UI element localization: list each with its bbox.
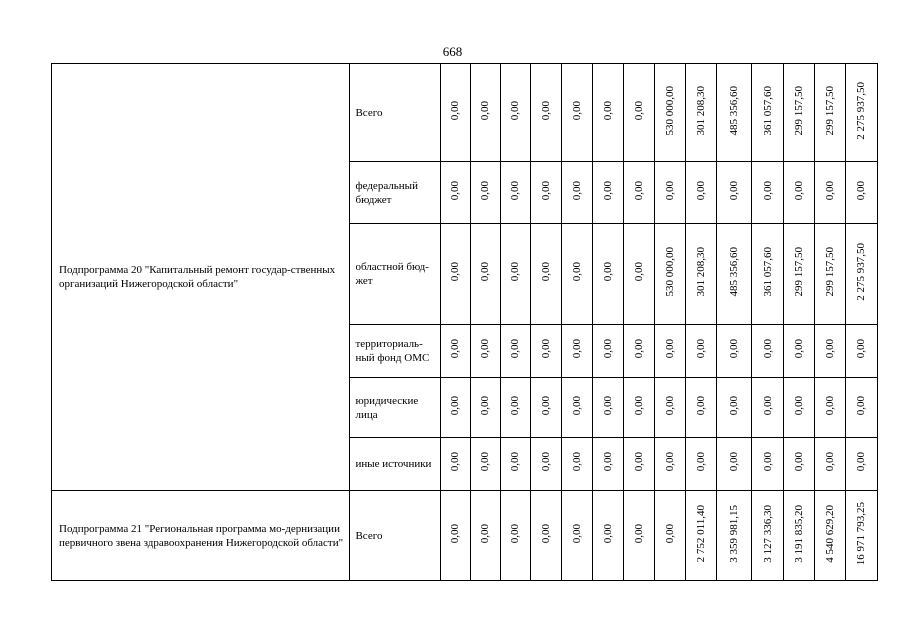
- value-text: 0,00: [570, 100, 583, 121]
- value-cell: [500, 491, 530, 581]
- value-cell: [845, 325, 877, 378]
- value-text: 299 157,50: [823, 85, 836, 136]
- value-text: 0,00: [539, 523, 552, 544]
- value-cell: [752, 64, 783, 162]
- value-cell: [470, 64, 500, 162]
- value-text: 0,00: [855, 395, 868, 416]
- value-text: 361 057,60: [761, 247, 774, 297]
- table-row: [52, 491, 878, 581]
- value-cell: [845, 64, 877, 162]
- value-text: 299 157,50: [792, 247, 805, 297]
- value-text: 0,00: [601, 180, 614, 201]
- value-cell: [814, 491, 845, 581]
- value-cell: [686, 438, 717, 491]
- value-cell: [440, 224, 470, 325]
- value-text: 2 275 937,50: [855, 243, 868, 301]
- value-cell: [500, 325, 530, 378]
- value-cell: [686, 491, 717, 581]
- value-cell: [470, 491, 500, 581]
- value-text: 0,00: [695, 339, 708, 359]
- value-cell: [783, 224, 814, 325]
- value-text: 0,00: [792, 395, 805, 416]
- value-cell: [470, 378, 500, 438]
- value-text: 0,00: [761, 339, 774, 359]
- value-text: 0,00: [509, 395, 522, 416]
- value-cell: [561, 325, 592, 378]
- value-text: 485 356,60: [728, 247, 741, 297]
- value-cell: [783, 378, 814, 438]
- value-text: 0,00: [479, 100, 492, 121]
- table-body: [52, 64, 878, 581]
- value-cell: [686, 162, 717, 224]
- value-cell: [655, 64, 686, 162]
- value-cell: [624, 438, 655, 491]
- value-text: 0,00: [855, 452, 868, 472]
- value-text: 0,00: [855, 339, 868, 359]
- value-text: 0,00: [633, 523, 646, 544]
- value-cell: [561, 162, 592, 224]
- value-text: 0,00: [633, 452, 646, 472]
- value-text: 0,00: [570, 339, 583, 359]
- value-cell: [624, 378, 655, 438]
- value-text: 2 275 937,50: [855, 81, 868, 140]
- value-text: 0,00: [539, 180, 552, 201]
- value-cell: [752, 378, 783, 438]
- value-cell: [845, 162, 877, 224]
- value-text: 0,00: [601, 100, 614, 121]
- value-text: 3 359 981,15: [728, 504, 741, 563]
- value-text: 0,00: [539, 452, 552, 472]
- value-text: 0,00: [601, 395, 614, 416]
- value-text: 0,00: [479, 523, 492, 544]
- value-cell: [717, 378, 752, 438]
- value-cell: [561, 438, 592, 491]
- value-text: 0,00: [823, 395, 836, 416]
- value-text: 0,00: [664, 452, 677, 472]
- funding-source: федеральный бюджет: [350, 162, 440, 224]
- subprogram-name: Подпрограмма 21 "Региональная программа мо-дернизации первичного звена здравоохранения Нижегородской области": [52, 491, 350, 581]
- value-cell: [752, 325, 783, 378]
- value-cell: [440, 64, 470, 162]
- value-cell: [592, 438, 623, 491]
- value-cell: [845, 224, 877, 325]
- value-text: 0,00: [449, 262, 462, 282]
- value-cell: [814, 325, 845, 378]
- value-cell: [500, 438, 530, 491]
- funding-source: иные источники: [350, 438, 440, 491]
- value-text: 0,00: [539, 262, 552, 282]
- value-cell: [530, 224, 561, 325]
- value-text: 0,00: [479, 180, 492, 201]
- value-cell: [500, 64, 530, 162]
- value-text: 0,00: [570, 180, 583, 201]
- value-cell: [655, 162, 686, 224]
- value-text: 0,00: [664, 523, 677, 544]
- value-text: 0,00: [633, 100, 646, 121]
- value-text: 0,00: [664, 395, 677, 416]
- value-cell: [752, 438, 783, 491]
- value-text: 0,00: [570, 452, 583, 472]
- value-text: 0,00: [449, 180, 462, 201]
- value-text: 3 191 835,20: [792, 504, 805, 563]
- value-cell: [655, 378, 686, 438]
- value-text: 0,00: [449, 395, 462, 416]
- value-cell: [561, 64, 592, 162]
- value-cell: [752, 224, 783, 325]
- value-text: 0,00: [509, 339, 522, 359]
- value-text: 0,00: [539, 395, 552, 416]
- value-text: 0,00: [728, 395, 741, 416]
- subprogram-name: Подпрограмма 20 "Капитальный ремонт государ-ственных организаций Нижегородской области": [52, 64, 350, 491]
- value-cell: [530, 438, 561, 491]
- value-cell: [686, 64, 717, 162]
- value-cell: [500, 162, 530, 224]
- value-cell: [500, 378, 530, 438]
- value-text: 301 208,30: [695, 247, 708, 297]
- value-text: 0,00: [539, 339, 552, 359]
- value-text: 3 127 336,30: [761, 504, 774, 563]
- value-cell: [686, 224, 717, 325]
- value-text: 0,00: [509, 262, 522, 282]
- value-cell: [783, 438, 814, 491]
- value-cell: [440, 378, 470, 438]
- funding-table: [51, 63, 878, 581]
- value-cell: [592, 162, 623, 224]
- value-text: 0,00: [539, 100, 552, 121]
- value-text: 0,00: [728, 339, 741, 359]
- value-cell: [783, 162, 814, 224]
- value-cell: [561, 491, 592, 581]
- value-cell: [814, 378, 845, 438]
- value-text: 0,00: [761, 395, 774, 416]
- value-text: 530 000,00: [664, 247, 677, 297]
- value-text: 0,00: [855, 180, 868, 201]
- value-text: 530 000,00: [664, 85, 677, 136]
- value-cell: [440, 491, 470, 581]
- value-cell: [717, 64, 752, 162]
- value-cell: [717, 162, 752, 224]
- value-cell: [655, 224, 686, 325]
- value-cell: [530, 325, 561, 378]
- value-text: 0,00: [728, 180, 741, 201]
- funding-source: областной бюд-жет: [350, 224, 440, 325]
- value-text: 0,00: [449, 339, 462, 359]
- value-cell: [592, 64, 623, 162]
- value-text: 0,00: [479, 339, 492, 359]
- value-cell: [592, 224, 623, 325]
- value-cell: [783, 325, 814, 378]
- value-text: 0,00: [664, 339, 677, 359]
- value-cell: [624, 325, 655, 378]
- value-cell: [845, 491, 877, 581]
- value-text: 0,00: [509, 452, 522, 472]
- value-text: 0,00: [761, 180, 774, 201]
- value-cell: [440, 438, 470, 491]
- value-text: 0,00: [823, 339, 836, 359]
- value-cell: [440, 162, 470, 224]
- value-cell: [717, 325, 752, 378]
- value-cell: [717, 438, 752, 491]
- value-text: 0,00: [695, 180, 708, 201]
- value-cell: [845, 378, 877, 438]
- value-cell: [530, 162, 561, 224]
- value-text: 0,00: [449, 452, 462, 472]
- value-cell: [624, 162, 655, 224]
- value-text: 0,00: [601, 339, 614, 359]
- value-text: 0,00: [728, 452, 741, 472]
- value-cell: [624, 224, 655, 325]
- value-cell: [845, 438, 877, 491]
- value-text: 0,00: [479, 452, 492, 472]
- value-cell: [717, 491, 752, 581]
- value-text: 0,00: [633, 180, 646, 201]
- funding-source: Всего: [350, 64, 440, 162]
- value-cell: [561, 378, 592, 438]
- value-text: 0,00: [509, 100, 522, 121]
- value-cell: [624, 64, 655, 162]
- value-cell: [783, 491, 814, 581]
- value-text: 299 157,50: [792, 85, 805, 136]
- value-cell: [686, 325, 717, 378]
- value-cell: [752, 162, 783, 224]
- page-number: 668: [442, 44, 463, 59]
- value-text: 361 057,60: [761, 85, 774, 136]
- value-cell: [500, 224, 530, 325]
- value-text: 0,00: [633, 395, 646, 416]
- value-cell: [655, 325, 686, 378]
- value-text: 0,00: [664, 180, 677, 201]
- value-cell: [470, 162, 500, 224]
- value-text: 0,00: [449, 523, 462, 544]
- value-text: 0,00: [792, 452, 805, 472]
- value-text: 0,00: [792, 339, 805, 359]
- value-text: 0,00: [509, 523, 522, 544]
- value-text: 0,00: [570, 262, 583, 282]
- value-cell: [530, 378, 561, 438]
- value-text: 0,00: [570, 523, 583, 544]
- value-cell: [717, 224, 752, 325]
- value-text: 16 971 793,25: [855, 501, 868, 566]
- value-cell: [561, 224, 592, 325]
- value-text: 0,00: [479, 395, 492, 416]
- value-text: 4 540 629,20: [823, 504, 836, 563]
- value-cell: [592, 325, 623, 378]
- value-text: 0,00: [479, 262, 492, 282]
- funding-source: юридические лица: [350, 378, 440, 438]
- value-cell: [814, 224, 845, 325]
- value-cell: [686, 378, 717, 438]
- value-cell: [783, 64, 814, 162]
- table-row: [52, 64, 878, 162]
- value-text: 0,00: [823, 180, 836, 201]
- value-cell: [592, 491, 623, 581]
- value-cell: [470, 325, 500, 378]
- value-cell: [440, 325, 470, 378]
- value-cell: [655, 438, 686, 491]
- value-cell: [814, 64, 845, 162]
- value-text: 0,00: [695, 395, 708, 416]
- value-text: 0,00: [449, 100, 462, 121]
- value-text: 0,00: [695, 452, 708, 472]
- value-text: 0,00: [570, 395, 583, 416]
- value-text: 299 157,50: [823, 247, 836, 297]
- value-cell: [814, 438, 845, 491]
- value-text: 0,00: [823, 452, 836, 472]
- value-cell: [530, 64, 561, 162]
- value-text: 0,00: [761, 452, 774, 472]
- value-text: 301 208,30: [695, 85, 708, 136]
- value-text: 0,00: [601, 523, 614, 544]
- value-text: 0,00: [509, 180, 522, 201]
- funding-source: Всего: [350, 491, 440, 581]
- value-cell: [530, 491, 561, 581]
- value-cell: [470, 438, 500, 491]
- value-cell: [624, 491, 655, 581]
- value-text: 0,00: [792, 180, 805, 201]
- funding-source: территориаль-ный фонд ОМС: [350, 325, 440, 378]
- value-text: 0,00: [601, 262, 614, 282]
- value-text: 0,00: [633, 262, 646, 282]
- value-cell: [752, 491, 783, 581]
- value-text: 2 752 011,40: [695, 504, 708, 563]
- value-cell: [592, 378, 623, 438]
- value-text: 0,00: [601, 452, 614, 472]
- value-cell: [470, 224, 500, 325]
- value-text: 485 356,60: [728, 85, 741, 136]
- value-text: 0,00: [633, 339, 646, 359]
- value-cell: [814, 162, 845, 224]
- value-cell: [655, 491, 686, 581]
